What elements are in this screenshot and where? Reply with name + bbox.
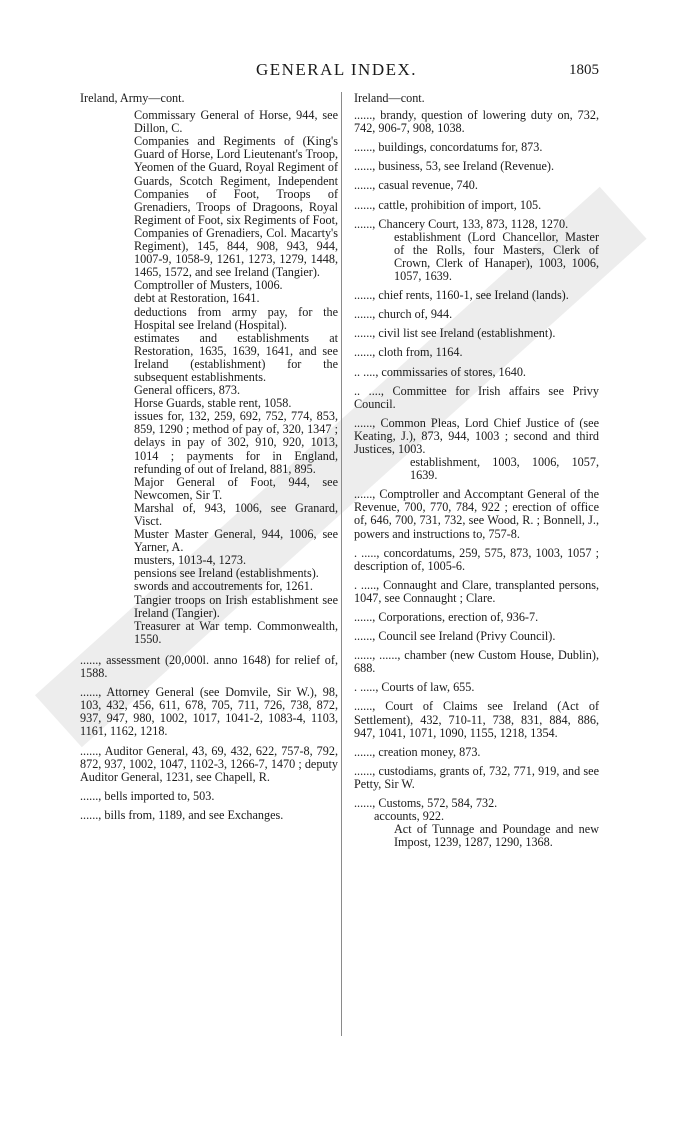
subentry: Horse Guards, stable rent, 1058. — [134, 396, 292, 411]
subentry: establishment (Lord Chancellor, Master of the Rolls, four Masters, Clerk of Crown, Clerk of Hanaper), 1003, 1006, 1057, 1639. — [394, 229, 599, 284]
index-entry: ......, chief rents, 1160-1, see Ireland (lands). — [354, 288, 569, 303]
index-entry: ......, casual revenue, 740. — [354, 178, 478, 193]
index-entry: ......, Corporations, erection of, 936-7. — [354, 610, 539, 624]
subentry: swords and accoutrements for, 1261. — [134, 579, 313, 594]
index-entry: ......, cattle, prohibition of import, 105. — [354, 197, 542, 212]
subentry: Companies and Regiments of (King's Guard of Horse, Lord Lieutenant's Troop, Yeomen of the Guard, Royal Regiment of Guards, Scotch Regiment, Independent Companies of Foot, Troops of Grenadiers, Troops of Dragoons, Royal Regiment of Foot, six Regiments of Foot, Companies of Grenadiers, Col. Macarty's Regiment), 145, 844, 908, 943, 944, 1007-9, 1058-9, 1261, 1273, 1279, 1448, 1465, 1572, and see Ireland (Tangier). — [134, 134, 338, 280]
index-entry: ......, cloth from, 1164. — [354, 345, 463, 360]
index-entry: .. ...., commissaries of stores, 1640. — [354, 364, 526, 379]
index-entry: ......, buildings, concordatums for, 873. — [354, 140, 543, 155]
subentry: Treasurer at War temp. Commonwealth, 1550. — [134, 618, 338, 646]
index-entry: ......, assessment (20,000l. anno 1648) for relief of, 1588. — [80, 652, 338, 681]
index-entry: . ....., concordatums, 259, 575, 873, 1003, 1057 ; description of, 1005-6. — [354, 545, 599, 573]
page-title: GENERAL INDEX. — [255, 60, 418, 79]
index-entry: ......, Chancery Court, 133, 873, 1128, 1270. — [354, 216, 569, 231]
index-entry: ......, Common Pleas, Lord Chief Justice of (see Keating, J.), 873, 944, 1003 ; second and third Justices, 1003. — [354, 415, 599, 456]
subentry: estimates and establishments at Restoration, 1635, 1639, 1641, and see Ireland (establishment) for the subsequent establishments. — [134, 330, 338, 384]
subentry: establishment, 1003, 1006, 1057, 1639. — [410, 455, 599, 483]
index-heading: Ireland—cont. — [354, 91, 425, 105]
index-entry: ......, civil list see Ireland (establishment). — [354, 326, 556, 341]
index-entry: . ....., Connaught and Clare, transplanted persons, 1047, see Connaught ; Clare. — [354, 577, 599, 605]
subentry: deductions from army pay, for the Hospital see Ireland (Hospital). — [134, 304, 338, 332]
index-entry: ......, Court of Claims see Ireland (Act of Settlement), 432, 710-11, 738, 831, 884, 886, 947, 1041, 1071, 1090, 1155, 1218, 1354. — [354, 699, 599, 740]
subentry: musters, 1013-4, 1273. — [134, 553, 247, 568]
index-entry: ......, Customs, 572, 584, 732. — [354, 796, 498, 811]
subentry: Muster Master General, 944, 1006, see Yarner, A. — [134, 527, 338, 555]
subentry: accounts, 922. — [374, 809, 445, 824]
subentry: Act of Tunnage and Poundage and new Impost, 1239, 1287, 1290, 1368. — [394, 822, 599, 850]
running-head — [0, 60, 673, 84]
subentry: Commissary General of Horse, 944, see Dillon, C. — [134, 108, 338, 136]
index-entry: ......, Council see Ireland (Privy Council). — [354, 629, 556, 644]
subentry: debt at Restoration, 1641. — [134, 291, 260, 306]
index-entry: ......, bills from, 1189, and see Exchanges. — [80, 807, 284, 822]
subentry: pensions see Ireland (establishments). — [134, 566, 319, 581]
index-entry: ......, custodiams, grants of, 732, 771, 919, and see Petty, Sir W. — [354, 763, 599, 791]
left-column — [80, 92, 338, 828]
right-column — [354, 92, 599, 849]
subentry: Tangier troops on Irish establishment see Ireland (Tangier). — [134, 592, 338, 620]
index-entry: ......, brandy, question of lowering duty on, 732, 742, 906-7, 908, 1038. — [354, 108, 599, 136]
index-entry: ......, Auditor General, 43, 69, 432, 622, 757-8, 792, 872, 937, 1002, 1047, 1102-3, 1266-7, 1470 ; deputy Auditor General, 1231, see Chapell, R. — [80, 743, 338, 784]
index-entry: ......, bells imported to, 503. — [80, 788, 215, 803]
index-entry: ......, Attorney General (see Domvile, Sir W.), 98, 103, 432, 456, 611, 678, 705, 711, 726, 738, 872, 937, 947, 980, 1002, 1017, 1041-2, 1083-4, 1103, 1161, 1162, 1218. — [80, 685, 338, 739]
subentry: issues for, 132, 259, 692, 752, 774, 853, 859, 1290 ; method of pay of, 320, 1347 ; delays in pay of 302, 910, 920, 1013, 1014 ; payments for in England, refunding of out of Ireland, 881, 895. — [134, 409, 338, 476]
index-entry: ......, creation money, 873. — [354, 744, 481, 759]
index-entry: ......, business, 53, see Ireland (Revenue). — [354, 159, 555, 174]
index-entry: ......, Comptroller and Accomptant General of the Revenue, 700, 770, 784, 922 ; erection of office of, 646, 700, 731, 732, see Wood, R. ; Bonnell, J., powers and instructions to, 757-8. — [354, 487, 599, 541]
subentry: Comptroller of Musters, 1006. — [134, 278, 283, 293]
index-entry: ......, church of, 944. — [354, 307, 453, 322]
index-heading: Ireland, Army—cont. — [80, 91, 185, 105]
column-divider — [341, 92, 342, 1036]
index-entry: ......, ......, chamber (new Custom House, Dublin), 688. — [354, 648, 599, 676]
index-entry: . ....., Courts of law, 655. — [354, 680, 475, 695]
page-number: 1805 — [569, 62, 599, 78]
subentry: General officers, 873. — [134, 383, 241, 398]
subentry: Marshal of, 943, 1006, see Granard, Visct. — [134, 500, 338, 528]
subentry: Major General of Foot, 944, see Newcomen, Sir T. — [134, 474, 338, 502]
index-entry: .. ...., Committee for Irish affairs see Privy Council. — [354, 383, 599, 411]
